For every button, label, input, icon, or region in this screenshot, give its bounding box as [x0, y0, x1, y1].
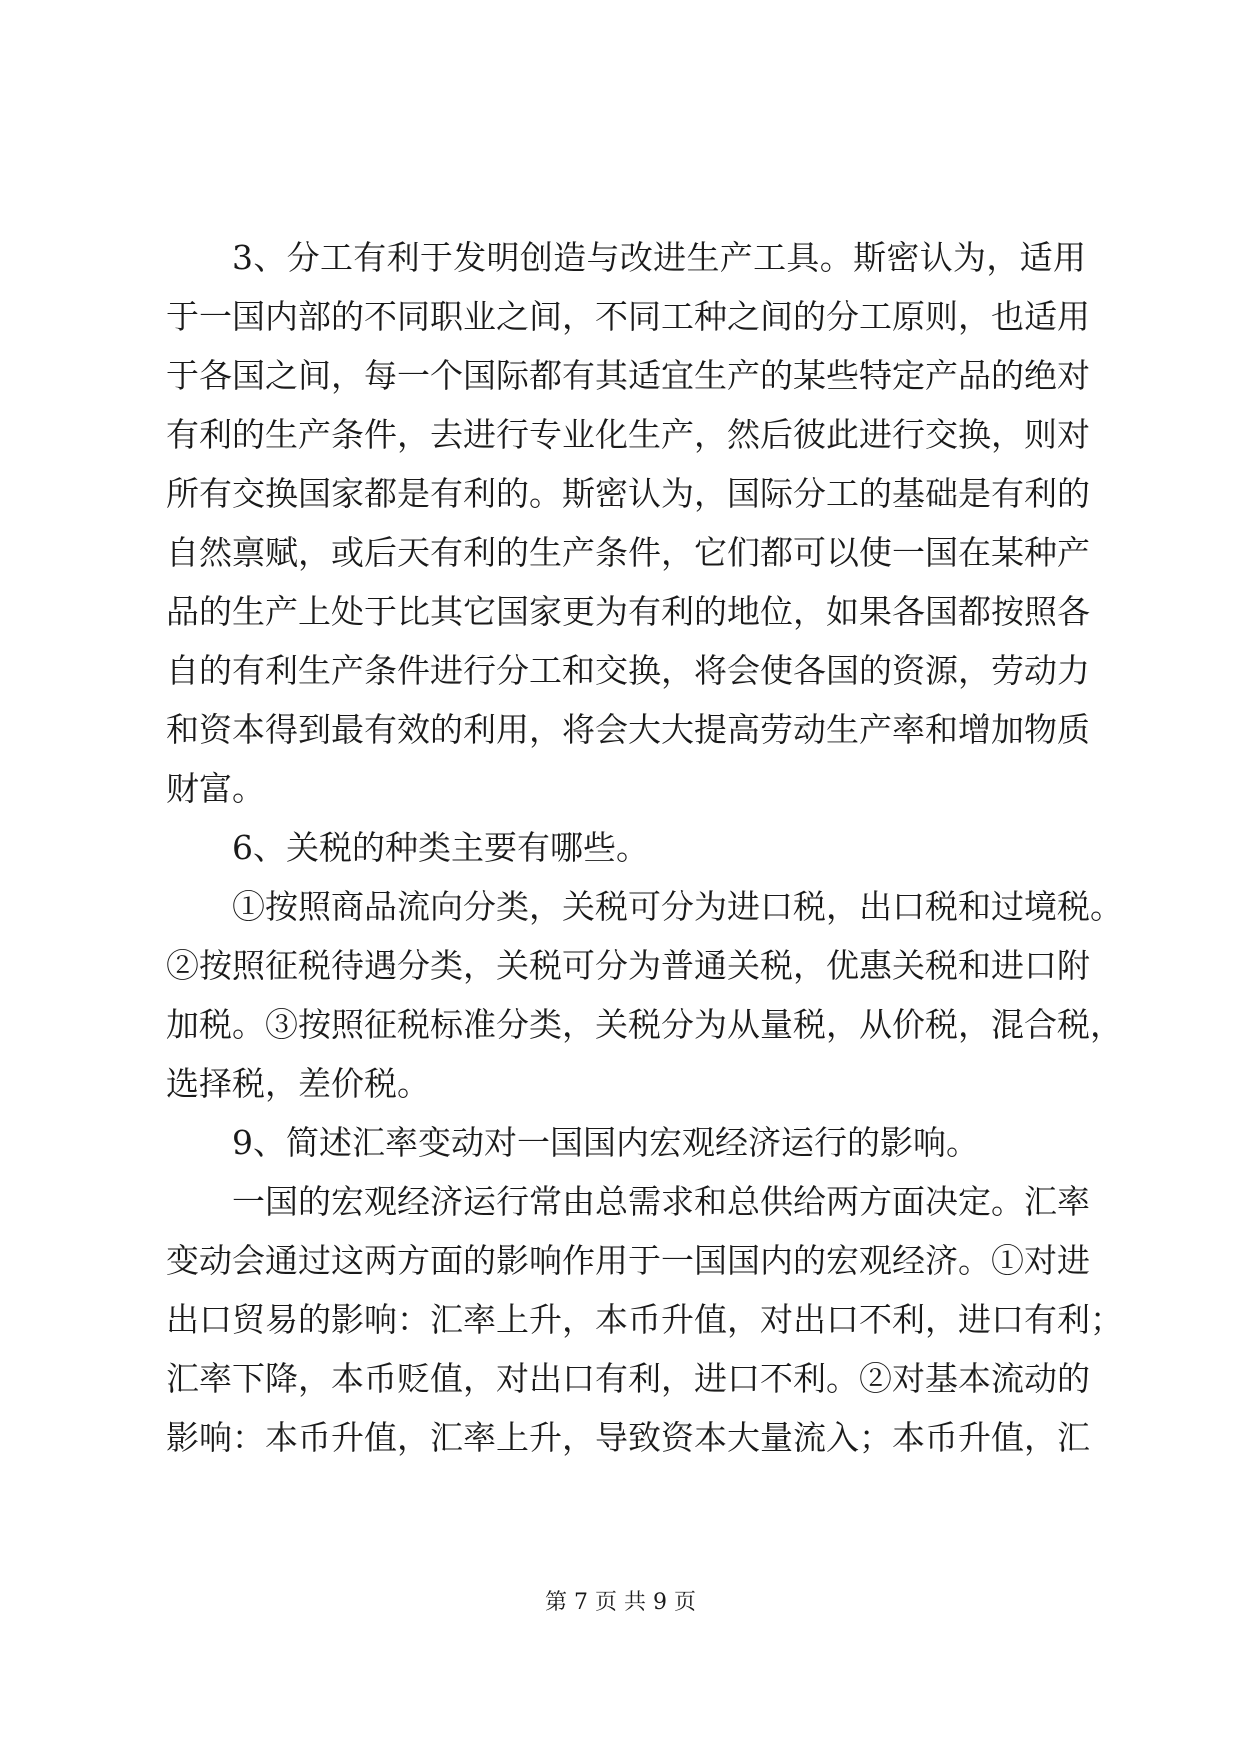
- text-line: 加税。③按照征税标准分类，关税分为从量税，从价税，混合税，: [166, 1005, 1123, 1044]
- page-number-footer: 第 7 页 共 9 页: [545, 1590, 696, 1615]
- text-line: 于一国内部的不同职业之间，不同工种之间的分工原则，也适用: [166, 297, 1090, 336]
- text-line: 影响：本币升值，汇率上升，导致资本大量流入；本币升值，汇: [166, 1418, 1090, 1457]
- text-line: 汇率下降，本币贬值，对出口有利，进口不利。②对基本流动的: [166, 1359, 1090, 1398]
- text-line: 一国的宏观经济运行常由总需求和总供给两方面决定。汇率: [232, 1182, 1090, 1221]
- text-line: ①按照商品流向分类，关税可分为进口税，出口税和过境税。: [232, 887, 1123, 926]
- text-line: 品的生产上处于比其它国家更为有利的地位，如果各国都按照各: [166, 592, 1090, 631]
- text-line: 和资本得到最有效的利用，将会大大提高劳动生产率和增加物质: [166, 710, 1090, 749]
- text-line: 出口贸易的影响：汇率上升，本币升值，对出口不利，进口有利；: [166, 1300, 1123, 1339]
- text-line: 选择税，差价税。: [166, 1064, 430, 1103]
- text-line: 3、分工有利于发明创造与改进生产工具。斯密认为，适用: [232, 238, 1086, 277]
- text-line: 于各国之间，每一个国际都有其适宜生产的某些特定产品的绝对: [166, 356, 1090, 395]
- text-line: 财富。: [166, 769, 265, 808]
- question-heading: 9、简述汇率变动对一国国内宏观经济运行的影响。: [232, 1123, 979, 1162]
- question-heading: 6、关税的种类主要有哪些。: [232, 828, 649, 867]
- body-text: [166, 228, 1123, 1467]
- text-line: 变动会通过这两方面的影响作用于一国国内的宏观经济。①对进: [166, 1241, 1090, 1280]
- text-line: 有利的生产条件，去进行专业化生产，然后彼此进行交换，则对: [166, 415, 1090, 454]
- text-line: ②按照征税待遇分类，关税可分为普通关税，优惠关税和进口附: [166, 946, 1090, 985]
- text-line: 所有交换国家都是有利的。斯密认为，国际分工的基础是有利的: [166, 474, 1090, 513]
- text-line: 自的有利生产条件进行分工和交换，将会使各国的资源，劳动力: [166, 651, 1090, 690]
- text-line: 自然禀赋，或后天有利的生产条件，它们都可以使一国在某种产: [166, 533, 1090, 572]
